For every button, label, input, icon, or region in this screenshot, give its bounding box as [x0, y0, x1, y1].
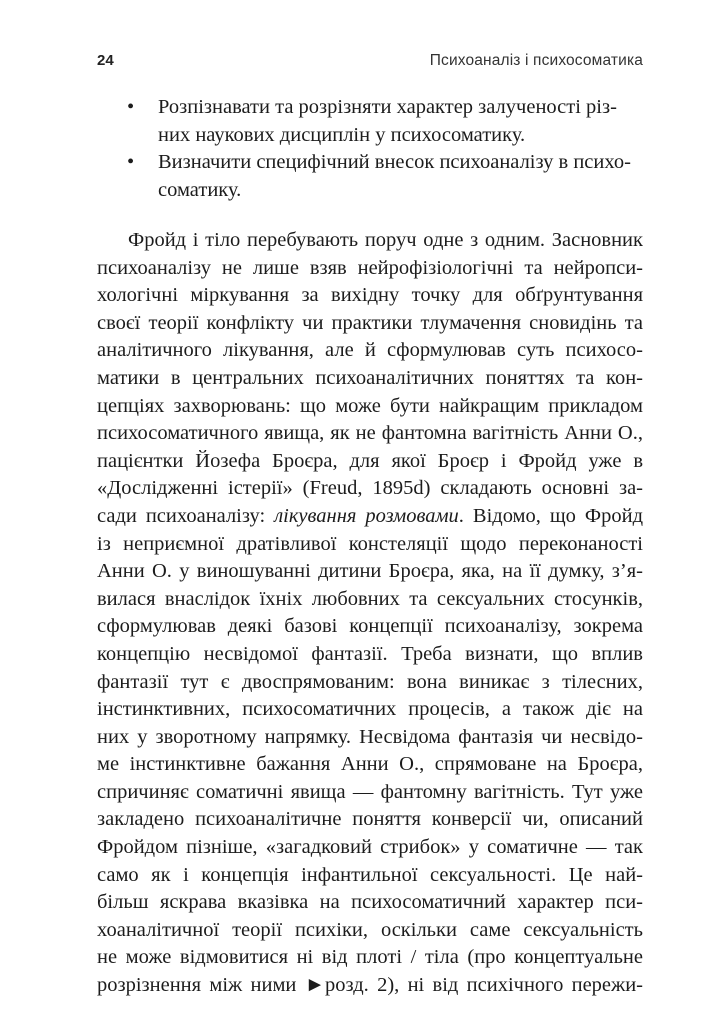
text-line: своєї теорії конфлікту чи практики тлумачення сновидінь та: [97, 311, 643, 334]
text-line: аналітичного лікування, але й сформулював суть психосо-: [97, 339, 643, 362]
text-line: закладено психоаналітичне поняття конверсії чи, описаний: [97, 808, 643, 831]
text-line: них у зворотному напрямку. Несвідома фантазія чи несвідо-: [97, 725, 643, 748]
text-line: із неприємної дратівливої констеляції щодо переконаності: [97, 532, 643, 555]
text-line: концепцію несвідомої фантазії. Треба визнати, що вплив: [97, 642, 643, 665]
text-line: сформулював деякі базові концепції психоаналізу, зокрема: [97, 615, 643, 638]
text-line: само як і концепція інфантильної сексуальності. Це най-: [97, 863, 643, 886]
text-segment: сади психоаналізу:: [97, 504, 275, 527]
bullet-item: [97, 94, 643, 149]
text-line: Анни О. у виношуванні дитини Броєра, яка, на її думку, з’я-: [97, 560, 643, 583]
text-line: більш яскрава вказівка на психосоматичний характер пси-: [97, 891, 643, 914]
text-line: спричиняє соматичні явища — фантомну вагітність. Тут уже: [97, 780, 643, 803]
text-line: соматику.: [158, 178, 242, 201]
text-line: психосоматичного явища, як не фантомна вагітність Анни О.,: [97, 422, 643, 445]
text-line: інстинктивних, психосоматичних процесів, а також діє на: [97, 698, 643, 721]
running-title: Психоаналіз і психосоматика: [429, 52, 643, 69]
text-line: Розпізнавати та розрізняти характер залученості різ-: [158, 96, 617, 118]
text-line: Фройд і тіло перебувають поруч одне з одним. Засновник: [128, 229, 643, 251]
text-segment: . Відомо, що Фройд: [458, 504, 643, 527]
text-line: Визначити специфічний внесок психоаналізу в психо-: [158, 151, 631, 174]
text-line: Фройдом пізніше, «загадковий стрибок» у соматичне — так: [97, 836, 643, 859]
italic-phrase: лікування розмовами: [274, 504, 459, 527]
text-line: фантазії тут є двоспрямованим: вона виникає з тілесних,: [97, 670, 643, 693]
page-header: [97, 50, 643, 74]
text-line: ме інстинктивне бажання Анни О., спрямоване на Броєра,: [97, 753, 643, 776]
text-line: «Дослідженні істерії» (Freud, 1895d) складають основні за-: [97, 477, 643, 500]
text-line: них наукових дисциплін у психосоматику.: [158, 123, 526, 146]
page-number: 24: [97, 52, 114, 69]
text-line: цепціях захворювань: що може бути найкращим прикладом: [97, 394, 643, 417]
bullet-item: [97, 149, 643, 204]
bullet-marker: •: [127, 151, 135, 174]
bullet-marker: •: [127, 96, 135, 118]
text-line: матики в центральних психоаналітичних поняттях та кон-: [97, 366, 643, 389]
bullet-list: [97, 94, 643, 204]
text-line: хологічні міркування за вихідну точку для обґрунтування: [97, 284, 643, 307]
text-line: психоаналізу не лише взяв нейрофізіологічні та нейропси-: [97, 256, 643, 279]
body-paragraph: [97, 227, 643, 1000]
text-line: пацієнтки Йозефа Броєра, для якої Броєр і Фройд уже в: [97, 449, 643, 472]
text-line: хоаналітичної теорії психіки, оскільки саме сексуальність: [97, 918, 643, 941]
text-line: не може відмовитися ні від плоті / тіла (про концептуальне: [97, 946, 643, 969]
text-line: вилася внаслідок їхніх любовних та сексуальних стосунків,: [97, 587, 643, 610]
text-line: розрізнення між ними ►розд. 2), ні від психічного пережи-: [97, 974, 643, 997]
text-line-with-italic: [97, 503, 643, 531]
